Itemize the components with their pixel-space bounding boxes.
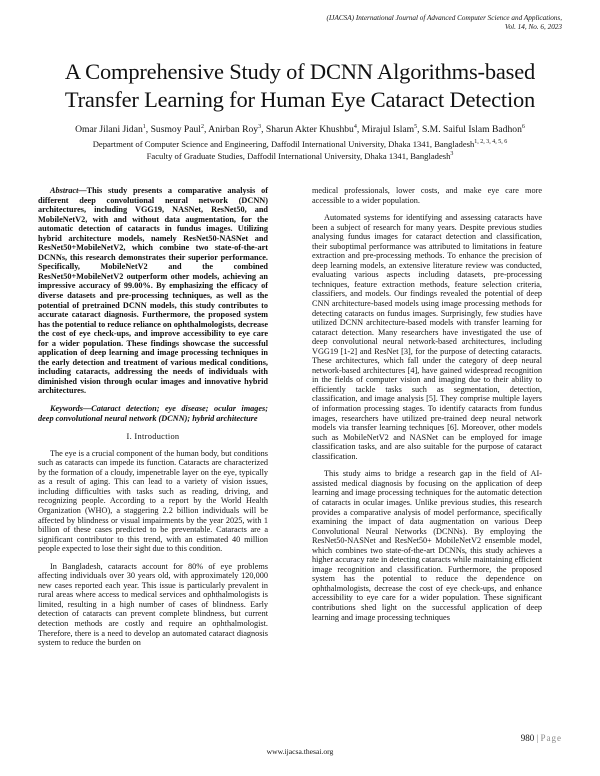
author-list [20, 124, 580, 136]
affiliation-2: Faculty of Graduate Studies, Daffodil International University, Dhaka 1341, Bangladesh$^3$ [146, 151, 454, 161]
paper-title [30, 58, 570, 114]
journal-header [202, 14, 562, 32]
paragraph: This study aims to bridge a research gap in the field of AI-assisted medical diagnosis by focusing on the application of deep learning and image processing techniques for the automatic detection of cataracts in ocular images. Unlike previous studies, this research provides a comparative analysis of model performance, specifically examining the impact of data augmentation on various Deep Convolutional Neural Networks (DCNNs). By employing the ResNet50-NASNet and ResNet50+ MobileNetV2 ensemble model, which combines two state-of-the-art DCNNs, this study achieves a higher accuracy rate in detecting cataracts while maintaining efficient image recognition and classification. Furthermore, the proposed system has the potential to reduce the dependence on ophthalmologists, decrease the cost of eye check-ups, and enhance accessibility to eye care for a wider population. These significant contributions shed light on the successful application of deep learning and image processing techniques [312, 469, 542, 622]
section-heading-introduction: I. Introduction [126, 432, 180, 442]
page-number: 980 | Page [520, 733, 562, 743]
author: Sharun Akter Khushbu$^4$, [265, 123, 362, 135]
footer-url: www.ijacsa.thesai.org [266, 747, 334, 756]
paragraph: The eye is a crucial component of the human body, but conditions such as cataracts can impede its function. Cataracts are characterized by the formation of a cloudy, impenetrable layer on the eye, typically as a result of aging. This can lead to a variety of vision issues, including difficulties with tasks such as reading, driving, and recognizing people. According to a report by the World Health Organization (WHO), a staggering 2.2 billion individuals will be affected by blindness or visual impairments by the year 2025, with 1 billion of these cases predicted to be preventable. Cataracts are a significant contributor to this trend, with an estimated 40 million people expected to lose their sight due to this condition. [38, 448, 268, 554]
paragraph: medical professionals, lower costs, and make eye care more accessible to a wider population. [312, 186, 542, 205]
right-column [312, 186, 542, 622]
keywords: Keywords—Cataract detection; eye disease; ocular images; deep convolutional neural network (DCNN); hybrid architecture [38, 404, 268, 423]
left-column [38, 186, 268, 648]
abstract: Abstract—This study presents a comparative analysis of different deep convolutional neural network (DCNN) architectures, including VGG19, NASNet, ResNet50, and MobileNetV2, with and without data augmentation, for the automatic detection of cataracts in fundus images. Utilizing hybrid architecture models, namely ResNet50-NASNet and ResNet50+MobileNetV2, which combine two state-of-the-art DCNNs, this research demonstrates their superior performance. Specifically, MobileNetV2 and the combined ResNet50+MobileNetV2 outperform other models, achieving an impressive accuracy of 99.00%. By emphasizing the efficacy of diverse datasets and pre-processing techniques, as well as the potential of pretrained DCNN models, this study contributes to accurate cataract diagnosis. Furthermore, the proposed system has the potential to reduce reliance on ophthalmologists, decrease the cost of eye check-ups, and improve accessibility to eye care for a wider population. These findings showcase the successful application of deep learning and image processing techniques in the early detection and treatment of various medical conditions, including cataracts, addressing the needs of individuals with diminished vision through ocular images and innovative hybrid architectures. [38, 186, 268, 396]
author: Mirajul Islam$^5$, [361, 123, 422, 135]
author: Omar Jilani Jidan$^1$, [75, 123, 151, 135]
title-line-2: Transfer Learning for Human Eye Cataract Detection [64, 87, 536, 112]
author: S.M. Saiful Islam Badhon$^6$ [421, 123, 525, 135]
author: Susmoy Paul$^2$, [150, 123, 209, 135]
journal-volume: Vol. 14, No. 6, 2023 [504, 23, 562, 31]
title-line-1: A Comprehensive Study of DCNN Algorithms-based [64, 59, 536, 84]
journal-name: (IJACSA) International Journal of Advanced Computer Science and Applications, [326, 14, 562, 22]
paragraph: In Bangladesh, cataracts account for 80% of eye problems affecting individuals over 30 years old, with approximately 120,000 new cases reported each year. This issue is particularly prevalent in rural areas where access to medical services and ophthalmologists is limited, resulting in a high number of cases of blindness. Early detection of cataracts can prevent complete blindness, but current detection methods are costly and require an ophthalmologist. Therefore, there is a need to develop an automated cataract diagnosis system to reduce the burden on [38, 561, 268, 648]
affiliation-1: Department of Computer Science and Engineering, Daffodil International University, Dhaka 1341, Bangladesh$^{1, 2, 3, 4, 5, 6}$ [92, 139, 508, 149]
author: Anirban Roy$^3$, [208, 123, 266, 135]
paragraph: Automated systems for identifying and assessing cataracts have been a subject of research for many years. Despite previous studies analysing fundus images for cataract detection and classification, their suboptimal performance was attributed to limitations in feature extraction and pre-processing methods. To enhance the precision of deep learning models, an extensive literature review was conducted, evaluating various aspects including datasets, pre-processing techniques, feature extraction methods, feature selection criteria, classifiers, and models. Our findings revealed the potential of deep CNN architecture-based models using image processing methods for detecting cataracts on fundus images. Surprisingly, few studies have utilized DCNN architecture-based models with transfer learning for cataract detection. Many researchers have investigated the use of deep convolutional neural network-based architectures, including VGG19 [1-2] and ResNet [3], for the purpose of detecting cataracts. These architectures, which fall under the category of deep neural network-based architectures [4], have gained widespread recognition in the fields of computer vision and imaging due to their ability to efficiently tackle tasks such as segmentation, detection, classification, and image analysis [5]. They comprise multiple layers of information processing stages. To identify cataracts from fundus images, researchers have utilized pre-trained deep neural network models via transfer learning techniques [6]. Moreover, other models such as MobileNetV2 and NASNet can be employed for image classification tasks, and are also suitable for the purpose of cataract classification. [312, 213, 542, 461]
